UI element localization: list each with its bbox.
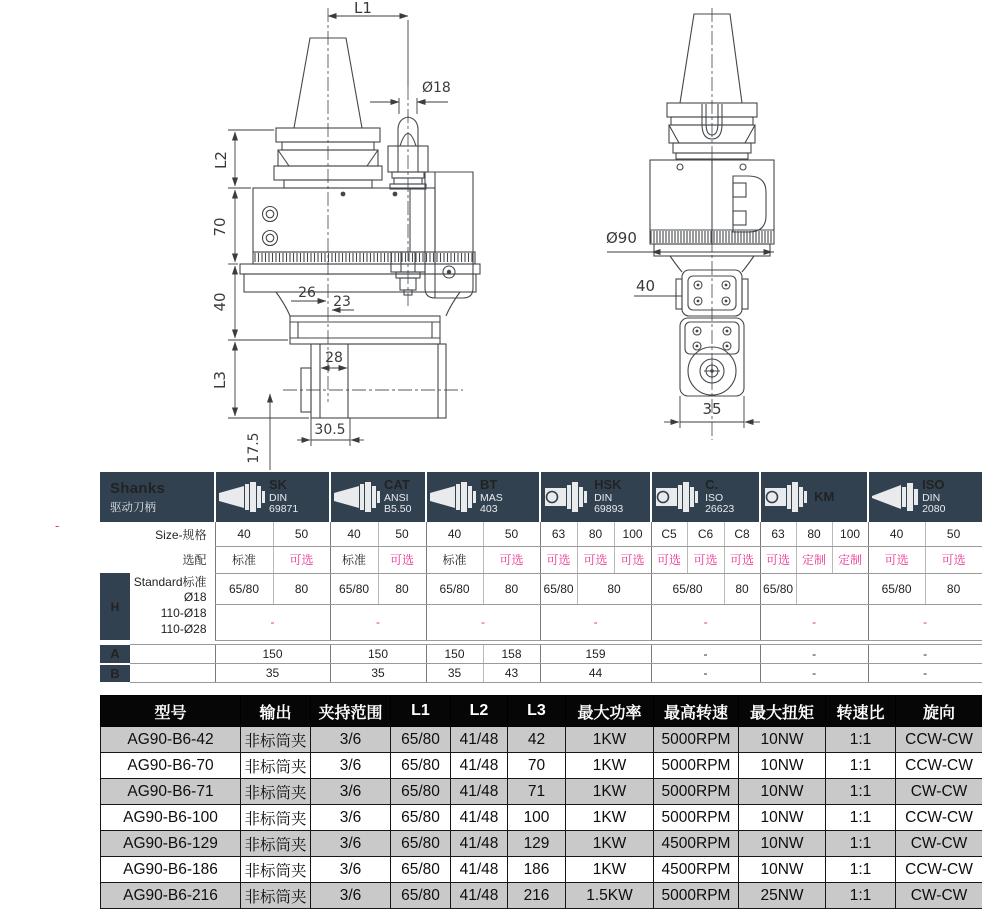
spec-header-8: 最大扭矩 (739, 696, 826, 727)
shank-group-km (760, 472, 868, 522)
spec-header-7: 最高转速 (654, 696, 739, 727)
spec-value-cell: 65/80 (391, 831, 451, 857)
size-cell: 40 (330, 522, 378, 546)
b-value-cell: - (868, 664, 982, 683)
spec-value-cell: 10NW (739, 779, 826, 805)
spec-value-cell: 非标筒夹 (241, 779, 311, 805)
option-cell: 标准 (426, 546, 483, 573)
shank-group-num: 69871 (269, 503, 299, 516)
option-cell: 可选 (687, 546, 724, 573)
spec-model-cell: AG90-B6-70 (101, 753, 241, 779)
shank-group-name: BT (480, 476, 498, 492)
shank-group-bt (426, 472, 540, 522)
taper-shank-icon (218, 482, 266, 512)
spec-value-cell: 42 (508, 727, 566, 753)
hollow-shank-icon (763, 482, 811, 512)
standard-h-cell: 65/80 (540, 573, 577, 604)
a-label: A (100, 645, 130, 664)
spec-value-cell: 4500RPM (654, 831, 739, 857)
shank-group-num: B5.50 (384, 503, 412, 516)
spec-value-cell: 186 (508, 857, 566, 883)
size-cell: 80 (796, 522, 832, 546)
dim-40-side: 40 (636, 277, 656, 295)
spec-model-cell: AG90-B6-186 (101, 857, 241, 883)
size-cell: 40 (868, 522, 925, 546)
size-cell: 50 (925, 522, 982, 546)
ab-blank-b (130, 664, 215, 683)
side-view-dimension-lines (607, 252, 774, 428)
spec-row-AG90-B6-70 (101, 753, 982, 779)
spec-value-cell: 5000RPM (654, 779, 739, 805)
option-cell: 可选 (651, 546, 687, 573)
spec-value-cell: 65/80 (391, 727, 451, 753)
spec-value-cell: 41/48 (451, 753, 508, 779)
spec-value-cell: 1KW (566, 779, 654, 805)
option-cell: 标准 (215, 546, 273, 573)
spec-value-cell: 216 (508, 883, 566, 909)
b-label: B (100, 664, 130, 683)
b-row (100, 664, 982, 683)
front-view-dimension-lines (228, 16, 448, 470)
size-cell: C6 (687, 522, 724, 546)
shank-group-std: DIN (922, 491, 941, 504)
size-cell: 100 (832, 522, 868, 546)
option-cell: 定制 (832, 546, 868, 573)
dim-l2: L2 (212, 151, 230, 169)
option-cell: 可选 (540, 546, 577, 573)
ab-table (100, 644, 982, 684)
size-cell: C5 (651, 522, 687, 546)
alt-h-cell: - (426, 604, 540, 640)
spec-value-cell: 129 (508, 831, 566, 857)
size-cell: 100 (614, 522, 651, 546)
spec-value-cell: 5000RPM (654, 727, 739, 753)
spec-table (100, 695, 982, 909)
spec-value-cell: 10NW (739, 831, 826, 857)
shank-group-num: 2080 (922, 503, 946, 516)
spec-value-cell: 1:1 (826, 805, 896, 831)
spec-model-cell: AG90-B6-71 (101, 779, 241, 805)
spec-header-6: 最大功率 (566, 696, 654, 727)
alt-label-line1: 110-Ø18 (160, 606, 207, 621)
standard-h-cell: 80 (378, 573, 426, 604)
a-row (100, 645, 982, 664)
size-cell: 40 (215, 522, 273, 546)
standard-h-cell: 65/80 (651, 573, 724, 604)
alt-h-cell: - (540, 604, 651, 640)
size-cell: 50 (273, 522, 330, 546)
shanks-table (100, 472, 982, 641)
spec-value-cell: 1KW (566, 727, 654, 753)
shank-group-std: DIN (269, 491, 288, 504)
alt-h-cell: - (330, 604, 426, 640)
shank-group-name: C. (705, 476, 719, 492)
alt-row (100, 604, 982, 640)
shanks-title: Shanks (110, 479, 166, 497)
spec-header-2: 夹持范围 (311, 696, 391, 727)
dim-17-5: 17.5 (246, 432, 262, 464)
shank-group-std: DIN (594, 491, 613, 504)
spec-model-cell: AG90-B6-42 (101, 727, 241, 753)
b-value-cell: 35 (215, 664, 330, 683)
spec-value-cell: 3/6 (311, 831, 391, 857)
standard-h-cell: 65/80 (868, 573, 925, 604)
spec-value-cell: CCW-CW (896, 753, 982, 779)
shank-group-iso (868, 472, 982, 522)
dim-30-5: 30.5 (314, 422, 346, 438)
front-view-centerlines (283, 8, 463, 402)
spec-value-cell: CCW-CW (896, 727, 982, 753)
spec-value-cell: 1KW (566, 831, 654, 857)
spec-value-cell: 1KW (566, 753, 654, 779)
spec-row-AG90-B6-216 (101, 883, 982, 909)
spec-row-AG90-B6-100 (101, 805, 982, 831)
side-view-dimension-texts (606, 229, 722, 418)
taper-shank-icon (333, 482, 381, 512)
side-view-drawing (570, 0, 882, 450)
standard-h-cell: 65/80 (760, 573, 796, 604)
option-cell: 可选 (868, 546, 925, 573)
shank-group-hsk (540, 472, 651, 522)
shank-group-name: HSK (594, 476, 622, 492)
shank-group-num: 403 (480, 503, 498, 516)
spec-value-cell: 65/80 (391, 805, 451, 831)
standard-h-cell: 80 (577, 573, 651, 604)
dim-28: 28 (325, 350, 343, 366)
a-value-cell: 150 (426, 645, 483, 664)
spec-model-cell: AG90-B6-100 (101, 805, 241, 831)
size-cell: 63 (760, 522, 796, 546)
spec-row-AG90-B6-129 (101, 831, 982, 857)
shank-group-std: MAS (480, 491, 503, 504)
dim-l1: L1 (354, 0, 372, 17)
size-cell: 50 (483, 522, 540, 546)
b-value-cell: 35 (330, 664, 426, 683)
shank-group-num: 69893 (594, 503, 624, 516)
spec-value-cell: 非标筒夹 (241, 857, 311, 883)
spec-value-cell: 3/6 (311, 805, 391, 831)
option-cell: 可选 (483, 546, 540, 573)
spec-value-cell: 5000RPM (654, 805, 739, 831)
spec-value-cell: 70 (508, 753, 566, 779)
spec-value-cell: 41/48 (451, 779, 508, 805)
spec-row-AG90-B6-186 (101, 857, 982, 883)
spec-value-cell: 65/80 (391, 753, 451, 779)
option-cell: 可选 (724, 546, 760, 573)
dim-26: 26 (298, 285, 316, 301)
spec-value-cell: 65/80 (391, 779, 451, 805)
size-row-label: Size-规格 (155, 527, 207, 542)
size-cell: C8 (724, 522, 760, 546)
spec-value-cell: 5000RPM (654, 753, 739, 779)
standard-row (100, 573, 982, 604)
dim-40: 40 (211, 292, 229, 312)
a-value-cell: 159 (540, 645, 651, 664)
hollow-shank-icon (654, 482, 702, 512)
spec-value-cell: 非标筒夹 (241, 883, 311, 909)
margin-mark: - (55, 518, 60, 533)
option-row-label: 选配 (182, 553, 207, 567)
standard-h-cell: 65/80 (330, 573, 378, 604)
spec-value-cell: 4500RPM (654, 857, 739, 883)
spec-value-cell: 1:1 (826, 857, 896, 883)
spec-value-cell: 10NW (739, 753, 826, 779)
a-value-cell: 150 (215, 645, 330, 664)
spec-value-cell: 非标筒夹 (241, 753, 311, 779)
h-label: H (100, 573, 130, 640)
a-value-cell: 158 (483, 645, 540, 664)
long-taper-shank-icon (871, 482, 919, 512)
shanks-header-row (100, 472, 982, 522)
option-cell: 可选 (614, 546, 651, 573)
spec-value-cell: 65/80 (391, 883, 451, 909)
dim-d90: Ø90 (606, 229, 637, 247)
option-cell: 可选 (925, 546, 982, 573)
shank-group-num: 26623 (705, 503, 735, 516)
spec-value-cell: 41/48 (451, 727, 508, 753)
spec-value-cell: 1:1 (826, 779, 896, 805)
spec-header-1: 输出 (241, 696, 311, 727)
size-cell: 50 (378, 522, 426, 546)
standard-h-cell: 80 (273, 573, 330, 604)
spec-header-9: 转速比 (826, 696, 896, 727)
a-value-cell: - (868, 645, 982, 664)
spec-value-cell: 3/6 (311, 857, 391, 883)
spec-header-4: L2 (451, 696, 508, 727)
alt-h-cell: - (760, 604, 868, 640)
option-cell: 可选 (378, 546, 426, 573)
spec-value-cell: CW-CW (896, 883, 982, 909)
shank-group-name: SK (269, 476, 288, 492)
b-value-cell: - (651, 664, 760, 683)
shank-group-std: ISO (705, 491, 724, 504)
size-cell: 80 (577, 522, 614, 546)
spec-value-cell: 非标筒夹 (241, 727, 311, 753)
ab-blank-a (130, 645, 215, 664)
dim-d18: Ø18 (422, 80, 451, 96)
a-value-cell: - (651, 645, 760, 664)
a-value-cell: 150 (330, 645, 426, 664)
spec-value-cell: CCW-CW (896, 857, 982, 883)
a-value-cell: - (760, 645, 868, 664)
standard-h-cell: 65/80 (426, 573, 483, 604)
spec-value-cell: 1KW (566, 857, 654, 883)
option-cell: 可选 (577, 546, 614, 573)
spec-value-cell: 非标筒夹 (241, 831, 311, 857)
spec-value-cell: CW-CW (896, 779, 982, 805)
spec-value-cell: 1.5KW (566, 883, 654, 909)
dim-70: 70 (211, 217, 229, 237)
spec-model-cell: AG90-B6-216 (101, 883, 241, 909)
option-cell: 标准 (330, 546, 378, 573)
spec-value-cell: 41/48 (451, 805, 508, 831)
spec-header-row (101, 696, 982, 727)
dim-35: 35 (702, 400, 722, 418)
front-view-dimension-texts (211, 0, 451, 464)
dim-l3: L3 (211, 371, 229, 389)
shank-group-cat (330, 472, 426, 522)
alt-h-cell: - (651, 604, 760, 640)
standard-h-cell (796, 573, 868, 604)
spec-value-cell: 3/6 (311, 883, 391, 909)
option-cell: 可选 (273, 546, 330, 573)
hollow-shank-icon (543, 482, 591, 512)
standard-h-cell: 80 (724, 573, 760, 604)
spec-value-cell: CCW-CW (896, 805, 982, 831)
spec-value-cell: 65/80 (391, 857, 451, 883)
shank-group-name: KM (814, 488, 835, 504)
b-value-cell: 43 (483, 664, 540, 683)
alt-label-line2: 110-Ø28 (160, 622, 207, 636)
shank-group-name: CAT (384, 476, 410, 492)
spec-row-AG90-B6-71 (101, 779, 982, 805)
shank-group-name: ISO (922, 476, 945, 492)
spec-row-AG90-B6-42 (101, 727, 982, 753)
standard-row-label: Standard标准Ø18 (133, 575, 207, 604)
spec-value-cell: 1:1 (826, 831, 896, 857)
spec-model-cell: AG90-B6-129 (101, 831, 241, 857)
spec-value-cell: 5000RPM (654, 883, 739, 909)
shank-group-c (651, 472, 760, 522)
size-row (100, 522, 982, 546)
shank-group-sk (215, 472, 330, 522)
spec-header-10: 旋向 (896, 696, 982, 727)
spec-value-cell: 1:1 (826, 883, 896, 909)
spec-value-cell: 非标筒夹 (241, 805, 311, 831)
spec-value-cell: 10NW (739, 857, 826, 883)
alt-h-cell: - (215, 604, 330, 640)
dim-23: 23 (333, 294, 351, 310)
b-value-cell: 35 (426, 664, 483, 683)
spec-header-0: 型号 (101, 696, 241, 727)
spec-value-cell: 41/48 (451, 857, 508, 883)
spec-value-cell: 41/48 (451, 883, 508, 909)
spec-header-3: L1 (391, 696, 451, 727)
option-row (100, 546, 982, 573)
spec-value-cell: CW-CW (896, 831, 982, 857)
spec-header-5: L3 (508, 696, 566, 727)
spec-value-cell: 71 (508, 779, 566, 805)
b-value-cell: 44 (540, 664, 651, 683)
b-value-cell: - (760, 664, 868, 683)
spec-value-cell: 10NW (739, 805, 826, 831)
spec-value-cell: 100 (508, 805, 566, 831)
taper-shank-icon (429, 482, 477, 512)
spec-value-cell: 41/48 (451, 831, 508, 857)
spec-value-cell: 10NW (739, 727, 826, 753)
spec-value-cell: 3/6 (311, 753, 391, 779)
size-cell: 63 (540, 522, 577, 546)
alt-row-label (130, 604, 215, 640)
spec-value-cell: 1:1 (826, 753, 896, 779)
option-cell: 可选 (760, 546, 796, 573)
option-cell: 定制 (796, 546, 832, 573)
spec-value-cell: 25NW (739, 883, 826, 909)
standard-h-cell: 80 (483, 573, 540, 604)
size-cell: 40 (426, 522, 483, 546)
spec-value-cell: 3/6 (311, 727, 391, 753)
spec-value-cell: 1KW (566, 805, 654, 831)
shanks-subtitle: 驱动刀柄 (110, 501, 156, 514)
spec-value-cell: 1:1 (826, 727, 896, 753)
spec-value-cell: 3/6 (311, 779, 391, 805)
alt-h-cell: - (868, 604, 982, 640)
standard-h-cell: 80 (925, 573, 982, 604)
standard-h-cell: 65/80 (215, 573, 273, 604)
shanks-title-cell (100, 472, 215, 522)
shank-group-std: ANSI (384, 491, 409, 504)
front-view-drawing (158, 0, 504, 475)
